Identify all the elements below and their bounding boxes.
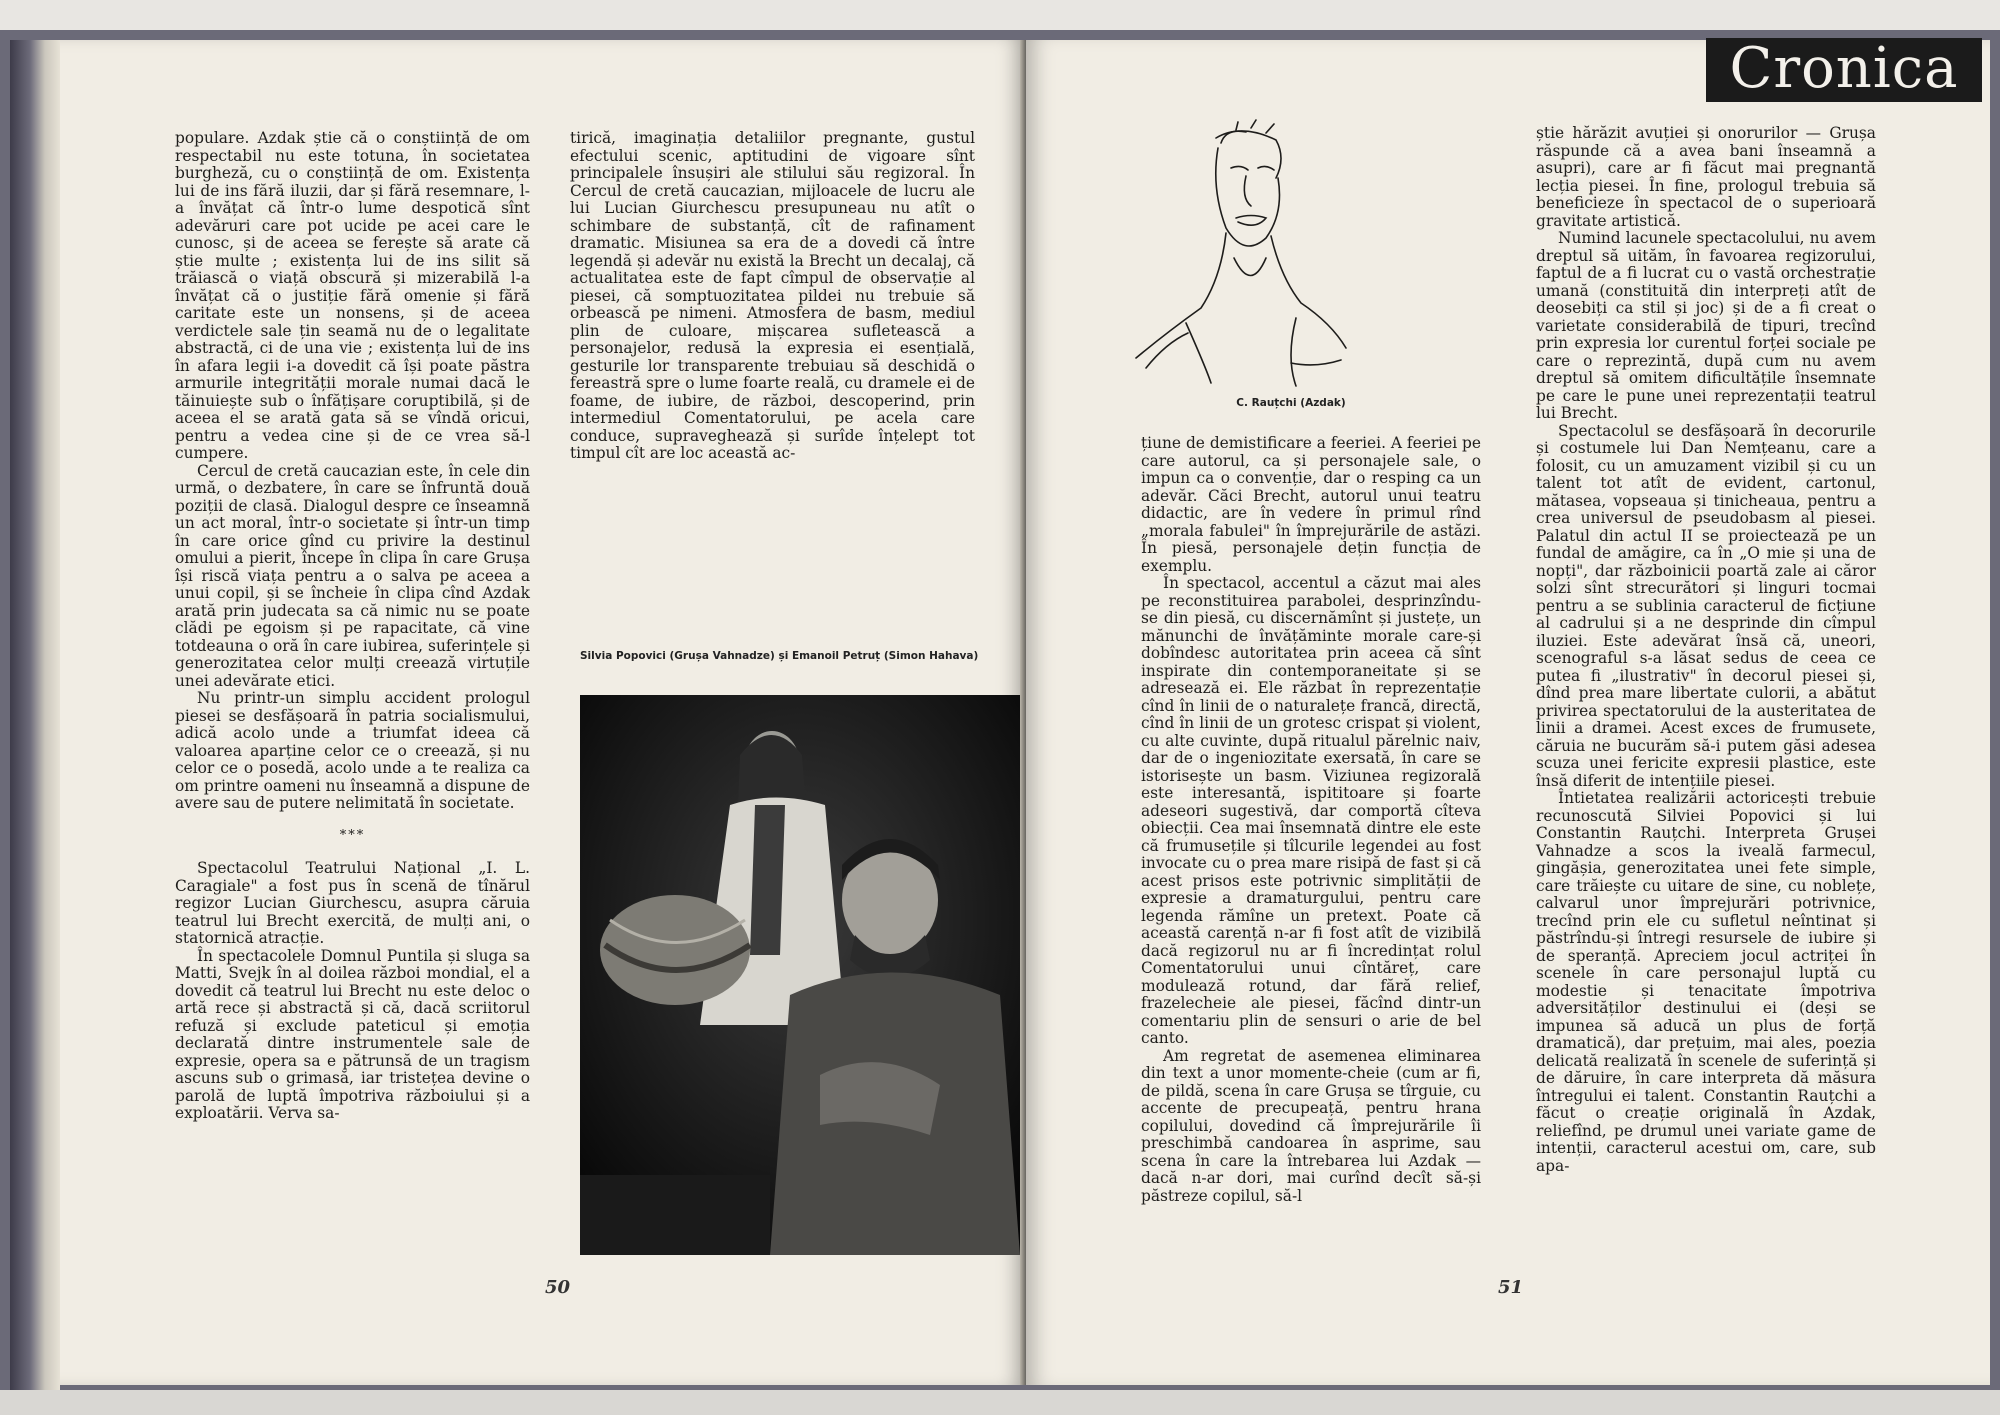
paragraph: În spectacolele Domnul Puntila și sluga sa Matti, Svejk în al doilea război mondial, el a dovedit că teatrul lui Brecht nu este deloc o artă rece și abstractă și că, dacă scriitorul refuză și exclude pateticul și emoția declarată dintre instrumentele sale de expresie, opera sa e pătrunsă de un tragism ascuns sub o grimasă, iar tristețea devine o parolă de luptă împotriva războiului și a exploatării. Verva sa- (175, 946, 530, 1122)
paragraph: În spectacol, accentul a căzut mai ales pe reconstituirea parabolei, desprinzîndu-se din piesă, cu discernămînt și justețe, un mănunchi de învățăminte morale care-și dobîndesc autoritatea prin aceea că sînt inspirate din contemporaneitate și se adresează ei. Ele răzbat în reprezentație cînd în linii de o naturalețe francă, directă, cînd în linii de un grotesc crispat și violent, cu alte cuvinte, după ritualul părelnic naiv, dar de o ingeniozitate exersată, în care se istorisește un basm. Viziunea regizorală este interesantă, ispititoare și foarte adeseori sugestivă, dar comportă cîteva obiecții. Cea mai însemnată dintre ele este că frumusețile și tîlcurile legendei au fost invocate cu o prea mare risipă de fast și că acest prisos este potrivnic simplității de expresie a dramaturgului, pentru care legenda rămîne un pretext. Poate că această carență n-ar fi fost atît de vizibilă dacă regizorul nu ar fi încredințat rolul Comentatorului unui cîntăreț, care modulează rotund, dar fără relief, frazelecheie ale piesei, făcînd dintr-un comentariu plin de sensuri o arie de bel canto. (1141, 574, 1481, 1047)
paragraph: țiune de demistificare a feeriei. A feeriei pe care autorul, ca și personajele sale, o impun ca o convenție, dar o resping ca un adevăr. Căci Brecht, autorul unui teatru didactic, are în vedere în primul rînd „morala fabulei" în împrejurările de astăzi. În piesă, personajele dețin funcția de exemplu. (1141, 434, 1481, 575)
paragraph: Am regretat de asemenea eliminarea din text a unor momente-cheie (cum ar fi, de pildă, scena în care Grușa se tîrguie, cu accente de precupeață, pentru hrana copilului, dovedind că împrejurările îi preschimbă candoarea în asprime, sau scena în care la întrebarea lui Azdak — dacă n-ar dori, mai curînd decît să-și păstreze copilul, să-l (1141, 1046, 1481, 1205)
paragraph: Nu printr-un simplu accident prologul piesei se desfășoară în patria socialismului, adică acolo unde a triumfat ideea că valoarea aparține celor ce o creează, și nu celor ce o posedă, acolo unde a te realiza ca om printre oameni nu înseamnă a dispune de avere sau de putere nelimitată în societate. (175, 689, 530, 812)
binding-bottom-edge (0, 1390, 2000, 1415)
portrait-sketch (1126, 118, 1356, 388)
paragraph: tirică, imaginația detaliilor pregnante, gustul efectului scenic, aptitudini de vigoare sînt principalele însușiri ale stilului său regizoral. În Cercul de cretă caucazian, mijloacele de lucru ale lui Lucian Giurchescu presupuneau nu atît o schimbare de substanță, cît de rafinament dramatic. Misiunea sa era de a dovedi că între legendă și adevăr nu există la Brecht un decalaj, că actualitatea este de fapt cîmpul de observație al piesei, că somptuozitatea pildei nu trebuie să orbească pe nimeni. Atmosfera de basm, mediul plin de culoare, mișcarea sufletească a personajelor, redusă la expresia ei esențială, gesturile lor transparente trebuiau să deschidă o fereastră spre o lume foarte reală, cu dramele ei de foame, de iubire, de război, descoperind, prin intermediul Comentatorului, pe acela care conduce, supraveghează și surîde înțelept tot timpul cît are loc această ac- (570, 129, 975, 462)
section-title-banner: Cronica (1706, 38, 1982, 102)
paragraph: Spectacolul se desfășoară în decorurile și costumele lui Dan Nemțeanu, care a folosit, cu un amuzament vizibil și cu un talent tot atît de evident, cartonul, mătasea, vopseaua și tinicheaua, pentru a crea universul de pseudobasm al piesei. Palatul din actul II se proiectează pe un fundal de amăgire, ca în „O mie și una de nopți", dar războinicii poartă zale ai căror solzi sînt strecurători și linguri tocmai pentru a se sublinia caracterul de ficțiune al cadrului și a ne desprinde din cîmpul iluziei. Este adevărat însă că, uneori, scenograful s-a lăsat sedus de ceea ce putea fi „ilustrativ" în decorul piesei și, dînd prea mare libertate culorii, a abătut privirea spectatorului de la austeritatea de linii a dramei. Acest exces de frumusete, căruia ne bucurăm să-i putem găsi adesea scuza unei fericite expresii plastice, este însă diferit de intențiile piesei. (1536, 421, 1876, 790)
book-cover-edge (10, 40, 60, 1390)
paragraph: știe hărăzit avuției și onorurilor — Grușa răspunde că a avea bani înseamnă a asupri), care ar fi făcut mai pregnantă lecția piesei. În fine, prologul trebuia să beneficieze în spectacol de o superioară gravitate artistică. (1536, 124, 1876, 230)
column-2 (570, 130, 975, 463)
paragraph: Cercul de cretă caucazian este, în cele din urmă, o dezbatere, în care se înfruntă două poziții de clasă. Dialogul despre ce înseamnă un act moral, într-o societate și într-un timp în care orice gînd cu privire la destinul omului a pierit, începe în clipa în care Grușa își riscă viața pentru a o salva pe aceea a unui copil, și se încheie în clipa cînd Azdak arată prin judecata sa că nimic nu se poate clădi pe egoism și pe rapacitate, că vine totdeauna o oră în care iubirea, suferințele și generozitatea celor mulți creează virtuțile unei adevărate etici. (175, 461, 530, 690)
paragraph: Numind lacunele spectacolului, nu avem dreptul să uităm, în favoarea regizorului, faptul de a fi lucrat cu o vastă orchestrație umană (constituită din interpreți atît de deosebiți ca stil și joc) și de a fi creat o varietate considerabilă de tipuri, trecînd prin expresia lor curentul forței sociale pe care o reprezintă, după cum nu avem dreptul să omitem dificultățile însemnate pe care le pune unei reprezentații teatrul lui Brecht. (1536, 229, 1876, 422)
left-page (60, 40, 1026, 1385)
paragraph: Întietatea realizării actoricești trebuie recunoscută Silviei Popovici și lui Constantin Rauțchi. Interpreta Grușei Vahnadze a scos la iveală farmecul, gingășia, generozitatea unei fete simple, care trăiește cu uitare de sine, cu noblețe, calvarul unor împrejurări potrivnice, trecînd prin ele cu sufletul neîntinat și păstrîndu-și întregi resursele de iubire și de speranță. Apreciem jocul actriței în scenele în care personajul luptă cu modestie și tenacitate împotriva adversităților destinului ei (deși se impunea să aducă un plus de forță dramatică), dar prețuim, mai ales, poezia delicată realizată în scenele de suferință și de dăruire, în care interpreta dă măsura întregului ei talent. Constantin Rauțchi a făcut o creație originală în Azdak, reliefînd, pe drumul unei variate game de intenții, caracterul acestui om, care, sub apa- (1536, 789, 1876, 1175)
page-number: 51 (1498, 1277, 1524, 1298)
portrait-sketch-drawing (1126, 118, 1356, 388)
column-1 (175, 130, 530, 1123)
stage-photo-image (580, 695, 1020, 1255)
column-3 (1141, 435, 1481, 1205)
photo-caption: Silvia Popovici (Grușa Vahnadze) și Emanoil Petruț (Simon Hahava) (580, 650, 979, 662)
paragraph: populare. Azdak știe că o conștiință de om respectabil nu este totuna, în societatea burgheză, cu o conștiință de om. Existența lui de ins fără iluzii, dar și fără resemnare, l-a învățat că într-o lume despotică sînt adevăruri care pot ucide pe acei care le cunosc, și de aceea se ferește să arate că știe multe ; existența lui de ins silit să trăiască o viață obscură și mizerabilă l-a învățat că o justiție fără omenie și fără caritate este un nonsens, și de aceea verdictele sale țin seamă nu de o legalitate abstractă, ci de una vie ; existența lui de ins în afara legii i-a dovedit că își poate păstra armurile integrității morale numai dacă le tăinuiește sub o înfățișare coruptibilă, și de aceea el se arată gata să se vîndă oricui, pentru a vedea cine și de ce vrea să-l cumpere. (175, 129, 530, 462)
column-4 (1536, 125, 1876, 1175)
stage-photograph (580, 695, 1020, 1255)
page-number: 50 (545, 1277, 571, 1298)
sketch-caption: C. Rauțchi (Azdak) (1236, 397, 1346, 409)
right-page (1026, 40, 1990, 1385)
binding-top-edge (0, 0, 2000, 30)
paragraph: Spectacolul Teatrului Național „I. L. Caragiale" a fost pus în scenă de tînărul regizor Lucian Giurchescu, asupra căruia teatrul lui Brecht exercită, de mulți ani, o statornică atracție. (175, 859, 530, 947)
section-separator: *** (339, 827, 366, 843)
